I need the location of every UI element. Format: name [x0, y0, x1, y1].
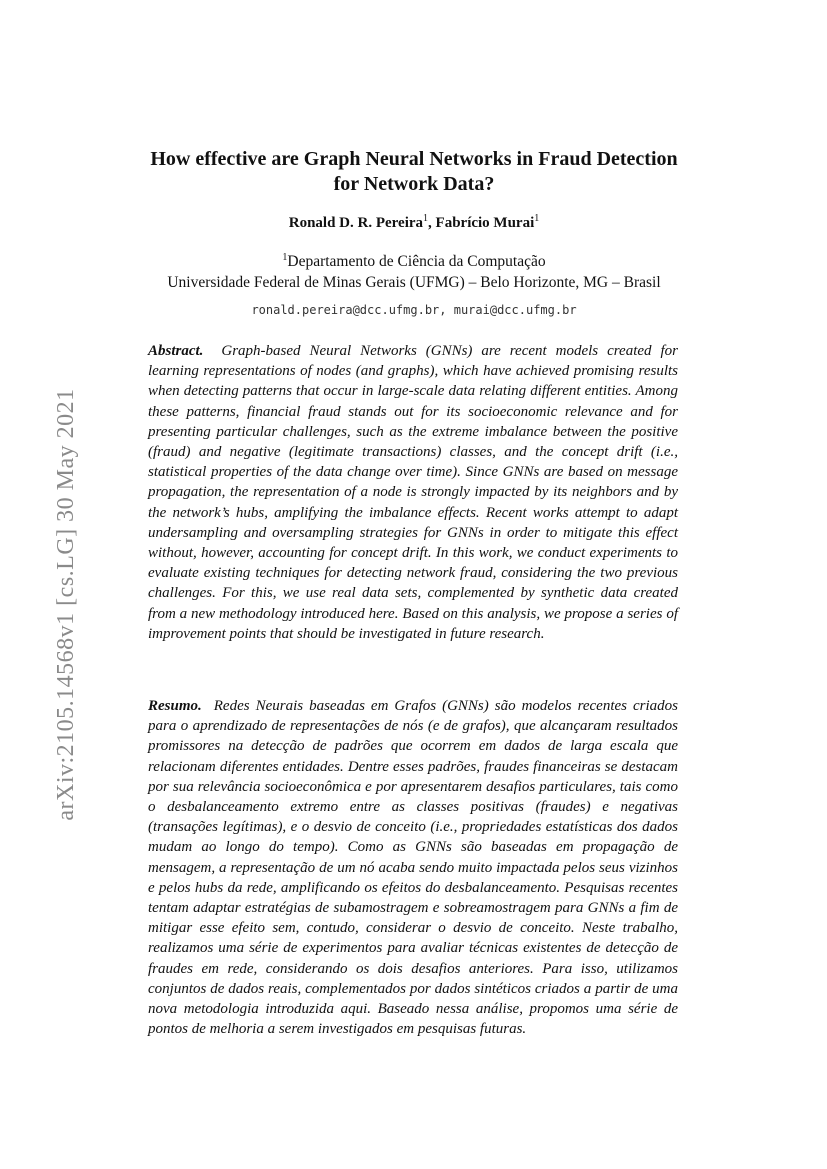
affiliation-line-1: Departamento de Ciência da Computação	[287, 253, 546, 271]
affiliation-mark: 1	[282, 252, 288, 263]
resumo-label: Resumo.	[148, 698, 202, 714]
author-1-affil-mark: 1	[423, 213, 429, 224]
affiliation-line-2: Universidade Federal de Minas Gerais (UFMG) – Belo Horizonte, MG – Brasil	[167, 274, 661, 292]
abstract-label: Abstract.	[148, 343, 204, 359]
author-separator: ,	[428, 215, 436, 231]
author-2: Fabrício Murai	[435, 215, 535, 231]
title-line-2: for Network Data?	[333, 173, 495, 195]
abstract-portuguese	[148, 696, 678, 1039]
abstract-english	[148, 341, 678, 644]
affiliation	[100, 247, 728, 293]
author-2-affil-mark: 1	[534, 213, 540, 224]
arxiv-stamp-text: arXiv:2105.14568v1 [cs.LG] 30 May 2021	[53, 388, 79, 821]
paper-title	[100, 147, 728, 197]
arxiv-side-stamp	[24, 357, 79, 852]
author-list	[100, 210, 728, 232]
author-1: Ronald D. R. Pereira	[288, 215, 424, 231]
resumo-text: Redes Neurais baseadas em Grafos (GNNs) são modelos recentes criados para o aprendizado de representações de nós (e de grafos), que alcançaram resultados promissores na detecção de padrões que ocorrem em dados de larga escala que relacionam diferentes entidades. Dentre esses padrões, fraudes financeiras se destacam por sua relevância socioeconômica e por apresentarem desafios particulares, tais como o desbalanceamento extremo entre as classes positivas (fraudes) e negativas (transações legítimas), e o desvio de conceito (i.e., propriedades estatísticas dos dados mudam ao longo do tempo). Como as GNNs são baseadas em propagação de mensagem, a representação de um nó acaba sendo muito impactada pelos seus vizinhos e pelos hubs da rede, amplificando os efeitos do desbalanceamento. Pesquisas recentes tentam adaptar estratégias de subamostragem e sobreamostragem para GNNs a fim de mitigar esse efeito sem, contudo, considerar o desvio de conceito. Neste trabalho, realizamos uma série de experimentos para avaliar técnicas existentes de detecção de fraudes em rede, considerando os dois desafios anteriores. Para isso, utilizamos conjuntos de dados reais, complementados por dados sintéticos criados a partir de uma nova metodologia introduzida aqui. Baseado nessa análise, propomos uma série de pontos de melhoria a serem investigados em pesquisas futuras.	[148, 698, 678, 1038]
title-line-1: How effective are Graph Neural Networks in Fraud Detection	[150, 148, 678, 170]
author-emails: ronald.pereira@dcc.ufmg.br, murai@dcc.ufmg.br	[251, 303, 577, 317]
abstract-text: Graph-based Neural Networks (GNNs) are recent models created for learning representations of nodes (and graphs), which have achieved promising results when detecting patterns that occur in large-scale data relating different entities. Among these patterns, financial fraud stands out for its socioeconomic relevance and for presenting particular challenges, such as the extreme imbalance between the positive (fraud) and negative (legitimate transactions) classes, and the concept drift (i.e., statistical properties of the data change over time). Since GNNs are based on message propagation, the representation of a node is strongly impacted by its neighbors and by the network’s hubs, amplifying the imbalance effects. Recent works attempt to adapt undersampling and oversampling strategies for GNNs in order to mitigate this effect without, however, accounting for concept drift. In this work, we conduct experiments to evaluate existing techniques for detecting network fraud, considering the two previous challenges. For this, we use real data sets, complemented by synthetic data created from a new methodology introduced here. Based on this analysis, we propose a series of improvement points that should be investigated in future research.	[148, 343, 678, 642]
